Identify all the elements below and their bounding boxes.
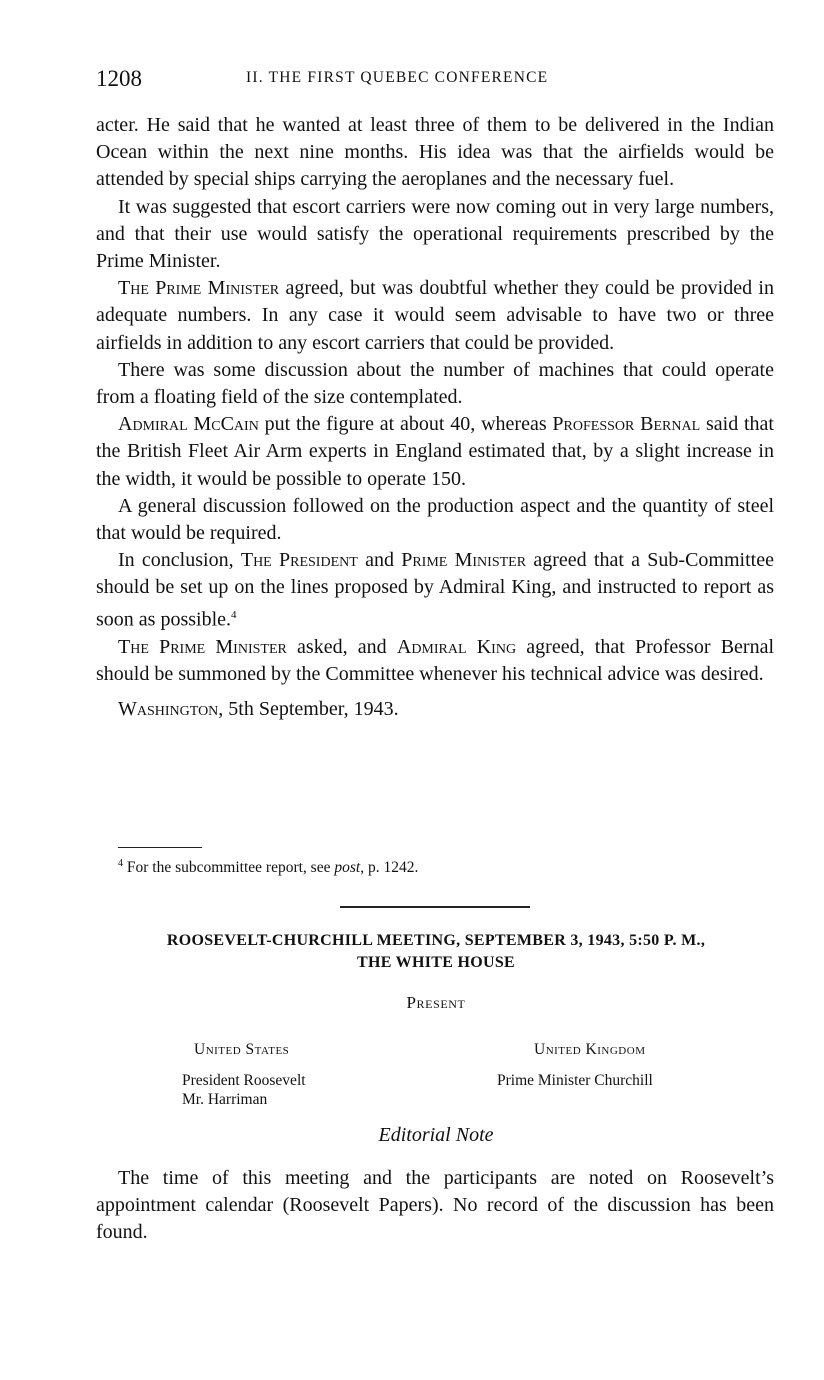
footnote-divider <box>118 847 202 848</box>
body-text <box>96 112 774 723</box>
footnote-marker: 4 <box>118 858 123 869</box>
uk-heading: United Kingdom <box>534 1041 646 1058</box>
meeting-title <box>96 930 776 974</box>
paragraph: The Prime Minister agreed, but was doubtful whether they could be provided in adequate numbers. In any case it would seem advisable to have two or three airfields in addition to any escort carriers that could be provided. <box>96 277 774 354</box>
page-header <box>96 66 776 92</box>
uk-participants <box>497 1071 653 1090</box>
dateline-date: , 5th September, 1943. <box>218 697 399 720</box>
speaker-name: Prime Minister <box>401 549 527 572</box>
meeting-title-line-1: ROOSEVELT-CHURCHILL MEETING, SEPTEMBER 3, 1943, 5:50 P. M., <box>166 932 706 949</box>
speaker-name: The Prime Minister <box>118 277 280 300</box>
meeting-title-line-2: THE WHITE HOUSE <box>356 954 516 971</box>
running-head: II. THE FIRST QUEBEC CONFERENCE <box>246 69 549 86</box>
speaker-name: Admiral King <box>396 635 517 658</box>
us-participants <box>182 1071 306 1109</box>
editorial-note-heading: Editorial Note <box>378 1124 494 1146</box>
participant: President Roosevelt <box>182 1072 306 1089</box>
editorial-note-text: The time of this meeting and the participants are noted on Roosevelt’s appointment calendar (Roosevelt Papers). No record of the discussion has been found. <box>96 1167 774 1243</box>
dateline <box>96 696 774 723</box>
paragraph: Admiral McCain put the figure at about 40, whereas Professor Bernal said that the British Fleet Air Arm experts in England estimated that, by a slight increase in the width, it would be possible to operate 150. <box>96 413 774 490</box>
present-heading: Present <box>406 993 466 1012</box>
section-divider <box>340 906 530 908</box>
footnote-reference[interactable]: 4 <box>231 608 237 621</box>
paragraph: In conclusion, The President and Prime Minister agreed that a Sub-Committee should be set up on the lines proposed by Admiral King, and instructed to report as soon as possible.$^4$ <box>96 549 774 631</box>
dateline-place: Washington <box>118 697 219 720</box>
paragraph: It was suggested that escort carriers were now coming out in very large numbers, and that their use would satisfy the operational requirements prescribed by the Prime Minister. <box>96 195 774 273</box>
paragraph: There was some discussion about the number of machines that could operate from a floating field of the size contemplated. <box>96 358 774 409</box>
page-number: 1208 <box>96 66 142 91</box>
participant: Mr. Harriman <box>182 1091 268 1108</box>
speaker-name: Professor Bernal <box>552 413 701 436</box>
paragraph: The Prime Minister asked, and Admiral King agreed, that Professor Bernal should be summoned by the Committee whenever his technical advice was desired. <box>96 635 775 685</box>
participant: Prime Minister Churchill <box>497 1072 653 1089</box>
speaker-name: The Prime Minister <box>118 635 287 658</box>
editorial-note <box>96 1165 774 1246</box>
footnote: $^4$ For the subcommittee report, see post, p. 1242. <box>118 858 419 877</box>
paragraph: A general discussion followed on the production aspect and the quantity of steel that would be required. <box>96 494 774 545</box>
paragraph-continued: acter. He said that he wanted at least three of them to be delivered in the Indian Ocean within the next nine months. His idea was that the airfields would be attended by special ships carrying the aeroplanes and the necessary fuel. <box>96 114 774 191</box>
speaker-name: Admiral McCain <box>118 413 259 436</box>
speaker-name: The President <box>240 549 358 572</box>
us-heading: United States <box>194 1041 290 1058</box>
